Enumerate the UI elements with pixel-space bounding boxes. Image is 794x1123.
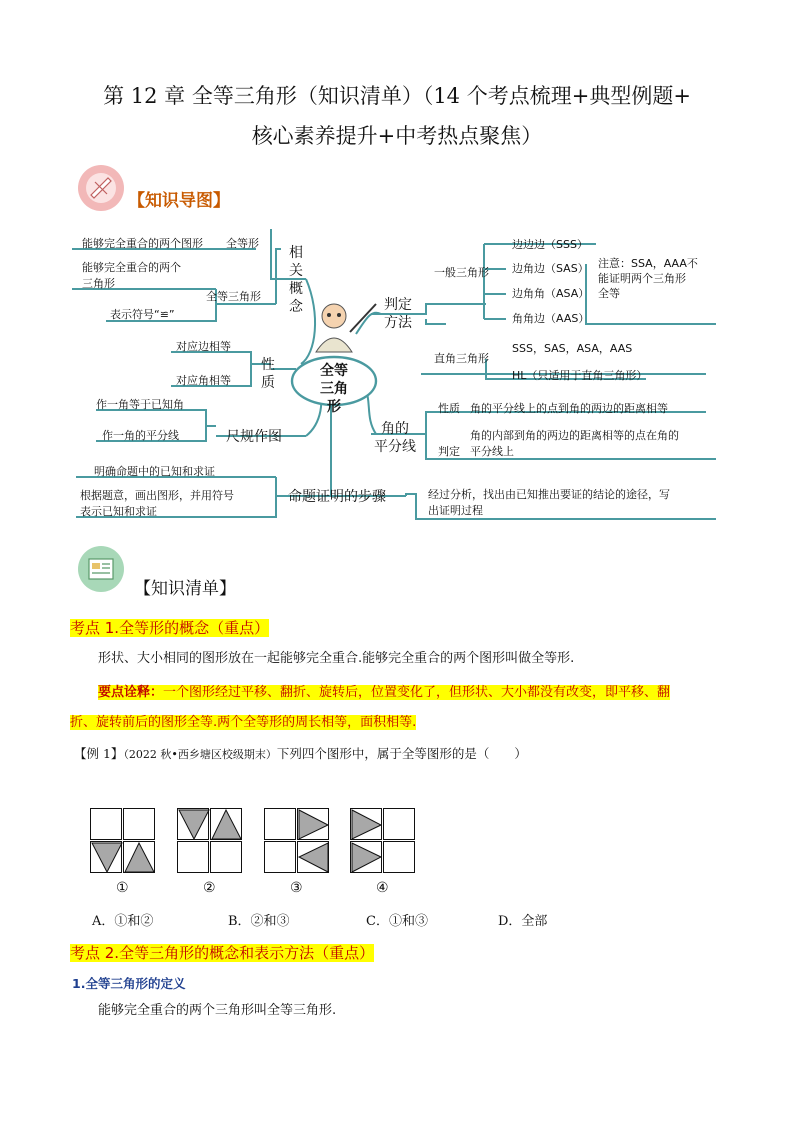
mindmap-item: 全等三角形 xyxy=(206,290,261,303)
example1-figures xyxy=(90,808,420,902)
figure-2 xyxy=(177,808,243,874)
mindmap-center-line2: 三角形 xyxy=(320,381,348,415)
figure-3 xyxy=(264,808,330,874)
mindmap-item: 经过分析，找出由已知推出要证的结论的途径，写 xyxy=(428,488,670,501)
mindmap-item: 边角边（SAS） xyxy=(512,262,589,275)
figure-label: ④ xyxy=(376,880,389,896)
mindmap-item: 三角形 xyxy=(82,277,115,290)
mindmap-section-label: 【知识导图】 xyxy=(128,191,230,211)
mindmap-item: 性质 xyxy=(438,402,460,415)
figure-label: ② xyxy=(203,880,216,896)
example1-question: 【例 1】（2022 秋•西乡塘区校级期末）下列四个图形中，属于全等图形的是（ ） xyxy=(74,746,527,761)
mindmap-item: 直角三角形 xyxy=(434,352,489,365)
mindmap-item: 出证明过程 xyxy=(428,504,483,517)
point2-definition: 能够完全重合的两个三角形叫全等三角形. xyxy=(98,1003,337,1018)
notebook-icon xyxy=(78,546,124,592)
option-a: A．①和② xyxy=(92,914,154,929)
option-d: D．全部 xyxy=(498,914,548,929)
mindmap-item: 边角角（ASA） xyxy=(512,287,590,300)
point1-key-explanation-cont: 折、旋转前后的图形全等.两个全等形的周长相等，面积相等. xyxy=(70,715,417,730)
point1-definition: 形状、大小相同的图形放在一起能够完全重合.能够完全重合的两个图形叫做全等形. xyxy=(98,651,575,666)
mindmap-item: 作一角的平分线 xyxy=(102,429,179,442)
mindmap-item: 表示符号“≌” xyxy=(110,308,175,321)
mindmap-item: 对应边相等 xyxy=(176,340,231,353)
mindmap-item: 根据题意，画出图形，并用符号 xyxy=(80,489,234,502)
mindmap-item: 一般三角形 xyxy=(434,266,489,279)
mindmap-item: HL（只适用于直角三角形） xyxy=(512,369,648,382)
figure-1 xyxy=(90,808,156,874)
mindmap-item: SSS，SAS，ASA，AAS xyxy=(512,342,633,355)
mindmap-item: 对应角相等 xyxy=(176,374,231,387)
knowledge-mindmap xyxy=(66,224,716,524)
mindmap-center-line1: 全等 xyxy=(320,363,348,379)
mindmap-item: 表示已知和求证 xyxy=(80,505,157,518)
mindmap-item: 全等形 xyxy=(226,237,259,250)
mindmap-item: 角的内部到角的两边的距离相等的点在角的 xyxy=(470,429,679,442)
concept-node: 相 关 概 念 xyxy=(289,245,303,315)
construction-node: 尺规作图 xyxy=(226,429,282,445)
mindmap-item: 能够完全重合的两个 xyxy=(82,261,181,274)
mindmap-note: 注意：SSA，AAA不 能证明两个三角形 全等 xyxy=(598,257,698,300)
ruler-compass-icon xyxy=(78,165,124,211)
angle-bisector-node: 角的 平分线 xyxy=(374,421,416,455)
option-c: C．①和③ xyxy=(366,914,428,929)
mindmap-item: 判定 xyxy=(438,445,460,458)
document-title-line1: 第 12 章 全等三角形（知识清单）（14 个考点梳理+典型例题+ xyxy=(103,84,691,108)
mindmap-item: 边边边（SSS） xyxy=(512,238,588,251)
point1-key-explanation: 要点诠释：一个图形经过平移、翻折、旋转后，位置变化了，但形状、大小都没有改变，即平移、翻 xyxy=(98,685,671,700)
figure-label: ① xyxy=(116,880,129,896)
document-title-line2: 核心素养提升+中考热点聚焦） xyxy=(251,124,543,148)
mindmap-item: 作一角等于已知角 xyxy=(96,398,184,411)
property-node: 性 质 xyxy=(261,357,275,391)
option-b: B．②和③ xyxy=(228,914,290,929)
point1-heading: 考点 1.全等形的概念（重点） xyxy=(70,619,270,637)
judge-method-node: 判定 方法 xyxy=(384,297,412,331)
proof-steps-node: 命题证明的步骤 xyxy=(288,489,386,505)
checklist-section-label: 【知识清单】 xyxy=(134,579,236,599)
mindmap-item: 明确命题中的已知和求证 xyxy=(94,465,215,478)
mindmap-item: 平分线上 xyxy=(470,445,514,458)
mindmap-item: 能够完全重合的两个图形 xyxy=(82,237,203,250)
figure-label: ③ xyxy=(290,880,303,896)
point2-subheading: 1.全等三角形的定义 xyxy=(72,976,186,991)
point2-heading: 考点 2.全等三角形的概念和表示方法（重点） xyxy=(70,944,375,962)
mindmap-item: 角角边（AAS） xyxy=(512,312,590,325)
mindmap-item: 角的平分线上的点到角的两边的距离相等 xyxy=(470,402,668,415)
figure-4 xyxy=(350,808,416,874)
